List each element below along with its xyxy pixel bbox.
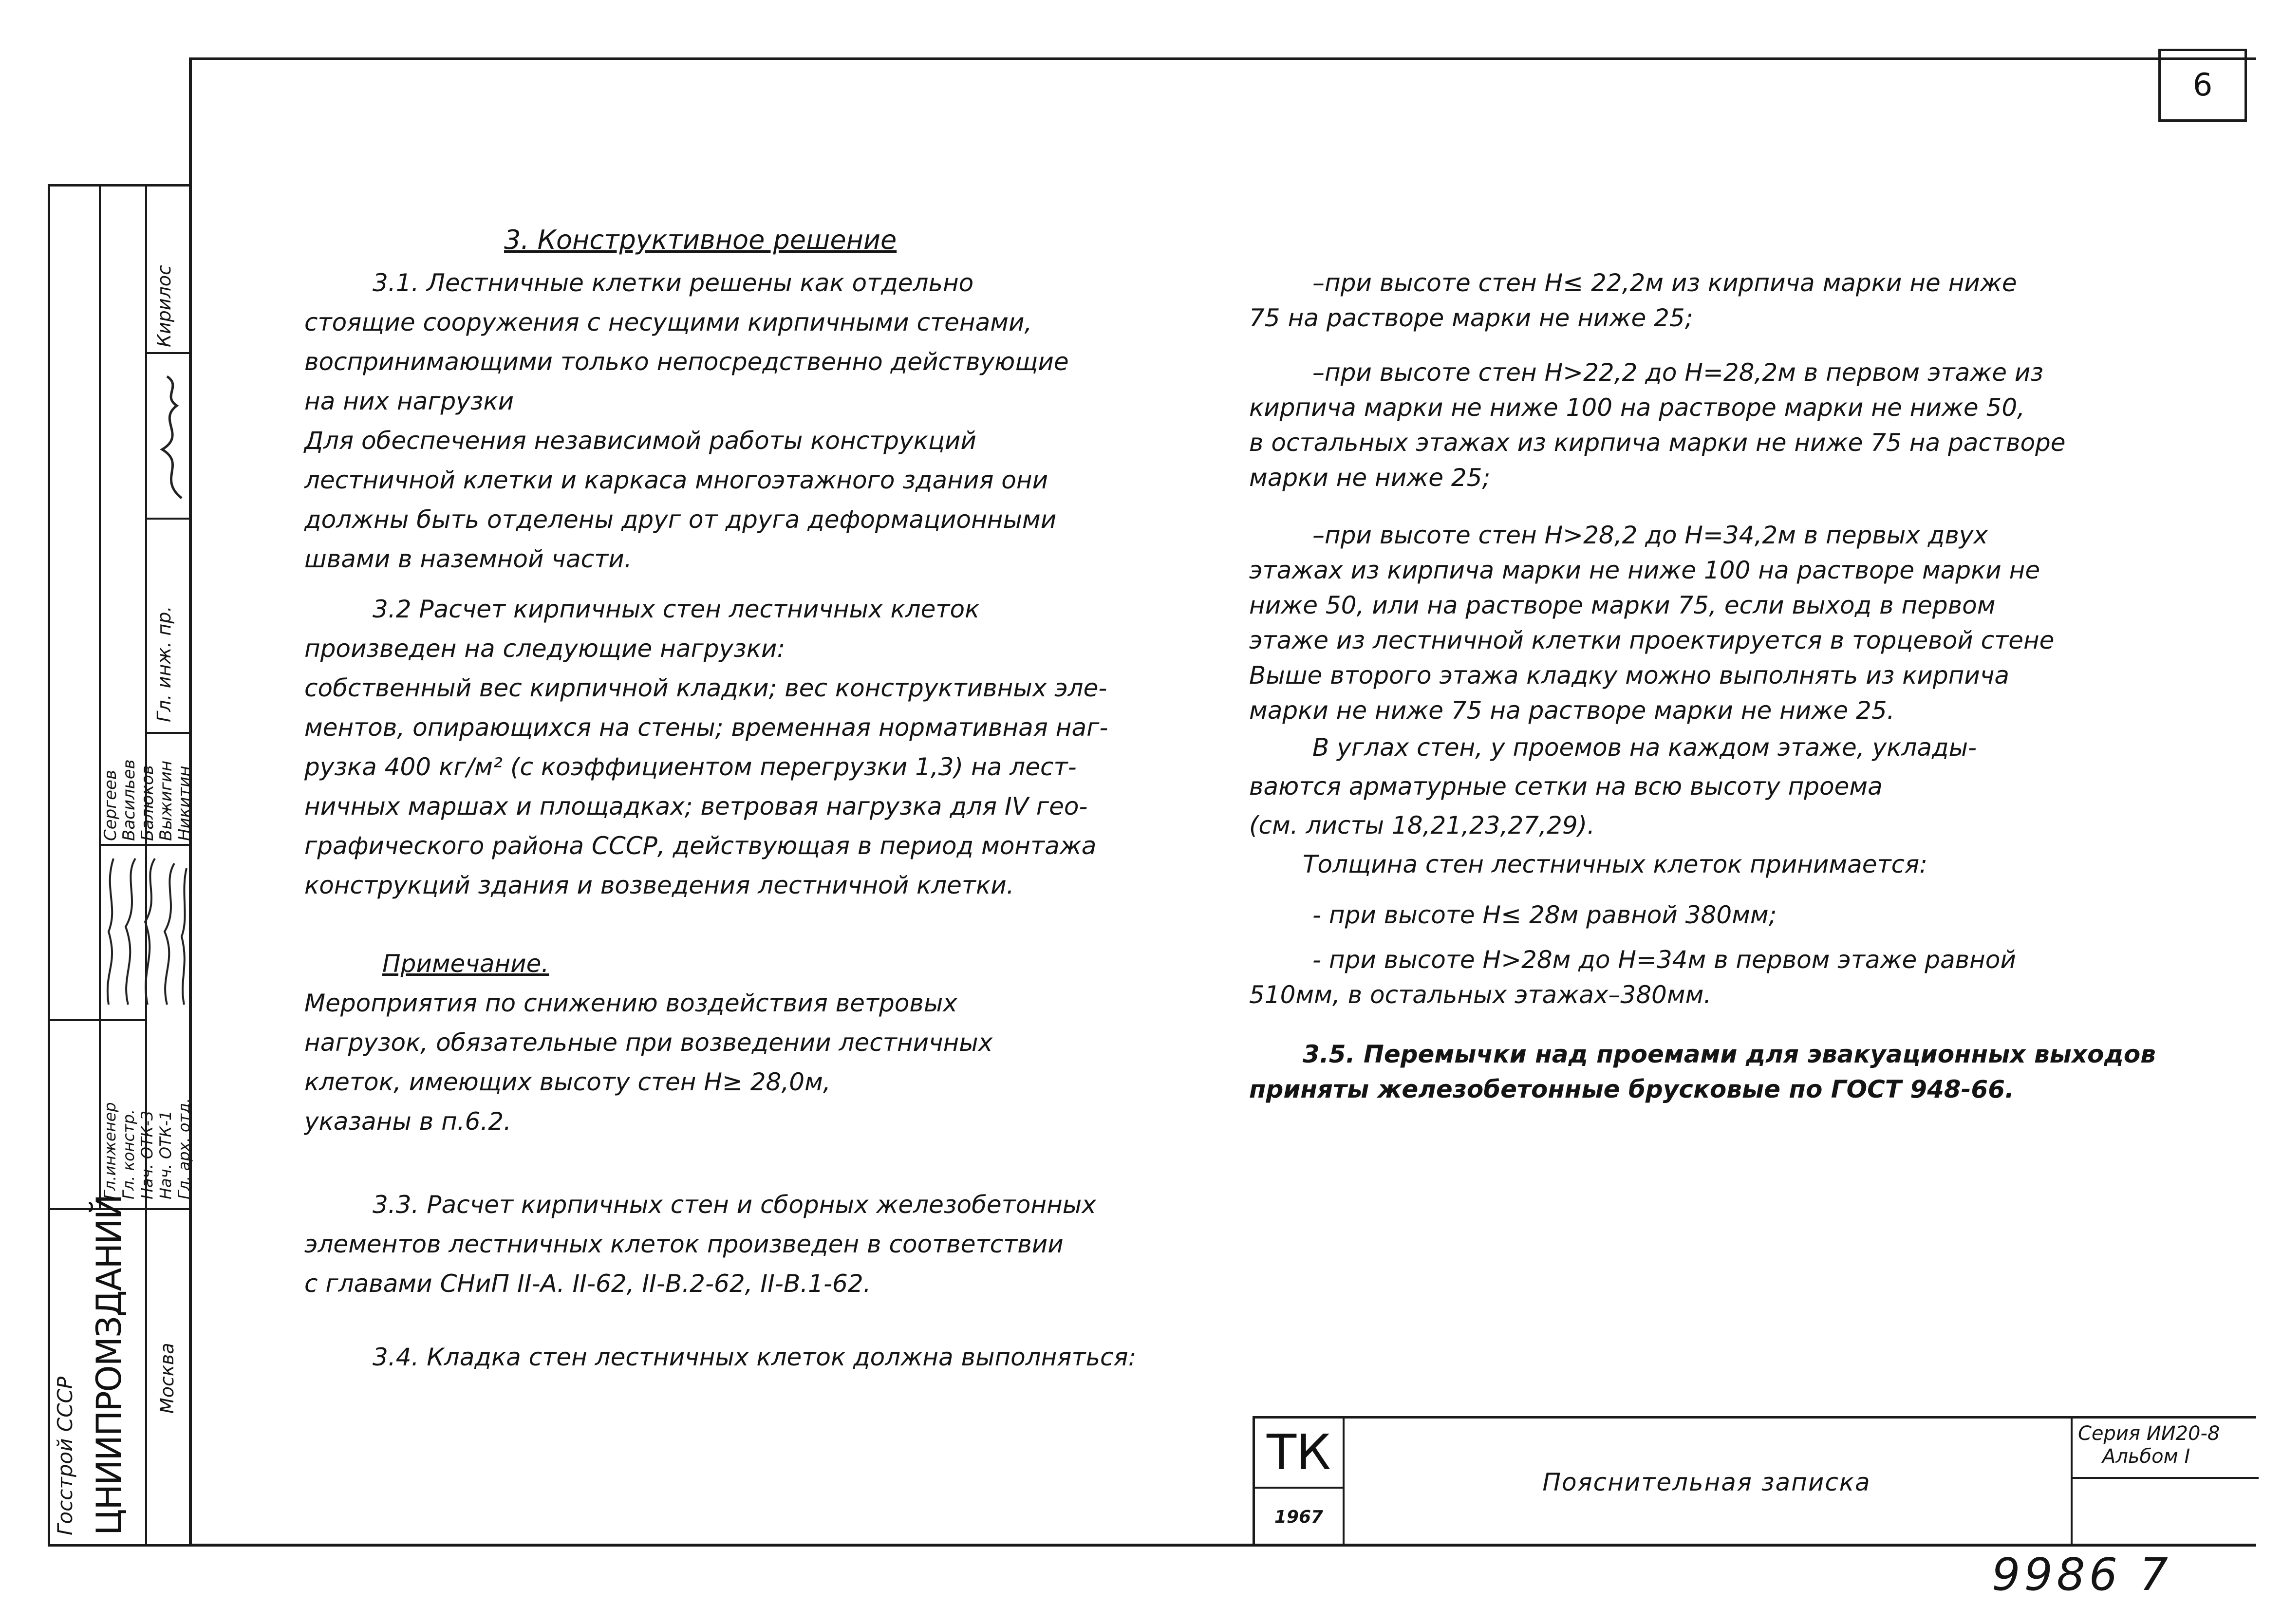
bullet-h-22: –при высоте стен H≤ 22,2м из кирпича марки не ниже 75 на растворе марки не ниже 25; <box>1249 269 2017 332</box>
title-album: Альбом I <box>2102 1445 2190 1468</box>
title-year: 1967 <box>1274 1507 1324 1527</box>
left-column <box>304 217 1136 1377</box>
paragraph-3-2: 3.2 Расчет кирпичных стен лестничных клеток произведен на следующие нагрузки: собственный вес кирпичной кладки; вес конструктивных эле- ментов, опирающихся на стены; временная нормативная наг- рузка 400 кг/м² (с коэффициентом перегрузки 1,3) на лест- ничных маршах и площадках; ветровая нагрузка для IV гео- графического района СССР, действующая в период монтажа конструкций здания и возведения лестничной клетки. <box>304 595 1108 899</box>
stamp-name-3: Балюков <box>138 765 157 841</box>
wall-thickness: Толщина стен лестничных клеток принимается: <box>1303 850 1928 878</box>
title-block <box>1253 1416 2256 1547</box>
stamp-name-4: Выжигин <box>156 760 176 841</box>
paragraph-3-4: 3.4. Кладка стен лестничных клеток должна выполняться: <box>373 1343 1137 1371</box>
archive-number: 9986 7 <box>1992 1549 2172 1601</box>
bullet-h-34: –при высоте стен H>28,2 до H=34,2м в первых двух этажах из кирпича марки не ниже 100 на растворе марки не ниже 50, или на растворе марки 75, если выход в первом этаже из лестничной клетки проектируется в торцевой стене Выше второго этажа кладку можно выполнять из кирпича марки не ниже 75 на растворе марки не ниже 25. <box>1249 521 2055 725</box>
signature-mark <box>148 372 191 508</box>
section-heading: 3. Конструктивное решение <box>504 224 897 255</box>
thickness-h-34: - при высоте H>28м до H=34м в первом этаже равной 510мм, в остальных этажах–380мм. <box>1249 946 2016 1009</box>
stamp-org-1: Госстрой СССР <box>53 1376 77 1535</box>
stamp-role-2: Гл. констр. <box>119 1109 138 1199</box>
stamp-role-4: Нач. ОТК-1 <box>156 1110 175 1199</box>
stamp-role-1: Гл.инженер <box>101 1102 119 1199</box>
stamp-name-1: Сергеев <box>101 770 120 841</box>
stamp-role-top: Гл. инж. пр. <box>153 606 175 722</box>
stamp-name-5: Никитин <box>175 765 194 841</box>
paragraph-3-5: 3.5. Перемычки над проемами для эвакуационных выходов приняты железобетонные брусковые по ГОСТ 948-66. <box>1249 1040 2156 1103</box>
stamp-name-top: Кирилос <box>153 265 175 347</box>
stamp-role-3: Нач. ОТК-3 <box>138 1110 156 1199</box>
title-series: Серия ИИ20-8 <box>2078 1422 2220 1445</box>
stamp-name-2: Васильев <box>119 759 139 841</box>
note-block: Примечание. Мероприятия по снижению воздействия ветровых нагрузок, обязательные при возведении лестничных клеток, имеющих высоту стен H≥ 28,0м, указаны в п.6.2. <box>304 944 1136 1141</box>
title-doc: Пояснительная записка <box>1542 1468 1871 1496</box>
signatures <box>99 849 191 1014</box>
page-number: 6 <box>2192 67 2213 103</box>
paragraph-3-3: 3.3. Расчет кирпичных стен и сборных железобетонных элементов лестничных клеток произведен в соответствии с главами СНиП II-А. II-62, II-В.2-62, II-В.1-62. <box>304 1191 1096 1298</box>
side-stamp <box>48 184 194 1547</box>
corner-reinforcement: В углах стен, у проемов на каждом этаже, уклады- ваются арматурные сетки на всю высоту проема (см. листы 18,21,23,27,29). <box>1249 733 1977 840</box>
right-column <box>1249 265 2156 1107</box>
stamp-role-5: Гл. арх. отд. <box>175 1098 193 1199</box>
title-code: ТК <box>1266 1424 1331 1481</box>
thickness-h-28: - при высоте H≤ 28м равной 380мм; <box>1312 901 1777 929</box>
bullet-h-28: –при высоте стен H>22,2 до H=28,2м в первом этаже из кирпича марки не ниже 100 на растворе марки не ниже 50, в остальных этажах из кирпича марки не ниже 75 на растворе марки не ниже 25; <box>1249 358 2066 492</box>
stamp-city: Москва <box>156 1343 178 1414</box>
stamp-org-2: ЦНИИПРОМЗДАНИЙ <box>89 1195 129 1535</box>
paragraph-3-1: 3.1. Лестничные клетки решены как отдельно стоящие сооружения с несущими кирпичными стенами, воспринимающими только непосредственно действующие на них нагрузки Для обеспечения независимой работы конструкций лестничной клетки и каркаса многоэтажного здания они должны быть отделены друг от друга деформационными швами в наземной части. <box>304 269 1069 573</box>
note-title: Примечание. <box>382 950 549 978</box>
